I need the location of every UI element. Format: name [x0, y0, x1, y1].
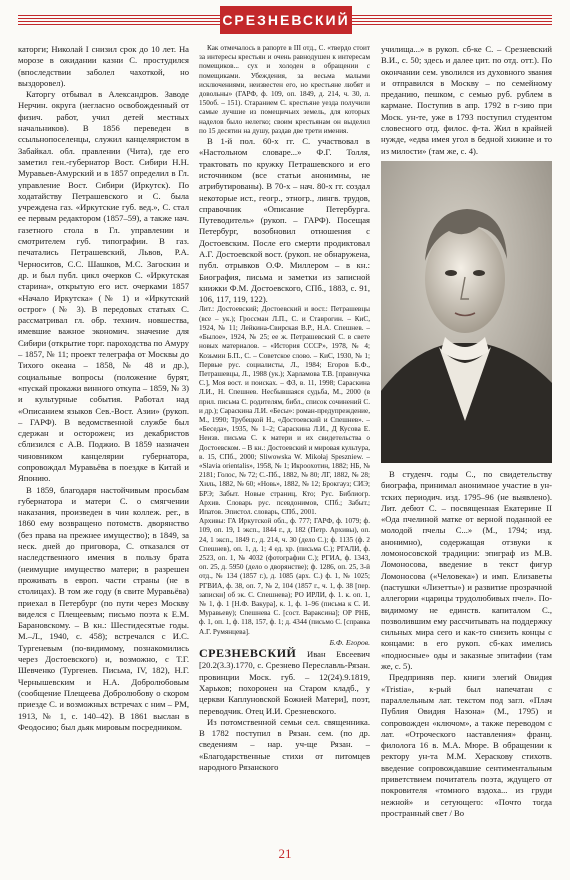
entry-headword: СРЕЗНЕВСКИЙ: [199, 646, 297, 661]
bibliography-paragraph: Архивы: ГА Иркутской обл., ф. 777; ГАРФ, ф. 1079; ф. 109, оп. 19, 1 эксп., 1844 г., д. 182 (Петр. Архивы), оп. 24, 1 эксп., 1849 г., д. 214, ч. 30 (дело С.); ф. 1135 (ф. 2 Спешнев), оп. 1, д. 1; 4 ед. хр. (письма С.); РГАЛИ, ф. 2523, оп. 1, № 4032 (фотографии С.); РГИА, ф. 1343, оп. 25, д. 5950 (дело о дворянстве); ф. 1286, оп. 25, 3-й отд., № 134 (1857 г.), д. 1085 (арх. С.) ф. 1, № 1025; РГВИА, ф. 38, оп. 7, № 2, 104 (1857 г., ч. 1, ф. 38 [пер. записки] об эк. С. Спешнева); РО ИРЛИ, ф. 1. к. оп. 1, № 1, ф. 1 [Н.Ф. Вакура], к. 1, ф. 1–96 (письма к С. И. Муравьеву); Спешнева С. [сост. Вараксина]; ОР РНБ, ф. 1, оп. 1, ф. 118, 157, ф. 1; д. 4344 (письмо С. [справка А.Г. Румянцева].: [199, 517, 370, 636]
header-title: СРЕЗНЕВСКИЙ: [220, 6, 352, 34]
column-2: [199, 44, 370, 844]
column-1: [18, 44, 189, 844]
portrait-drawing: [381, 161, 552, 463]
bibliography-paragraph: Лит.: Достоевский; Достоевский и вост.: Петрашевцы (все – ук.); Гроссман Л.П., С. и Ставрогин. – КиС, 1924, № 11; Лейкина-Свирская В.Р., Н.А. Спешнев. – «Былое», 1924, № 25; ее ж. Петрашевский С. в свете новых материалов. – «История СССР», 1978, № 4; Козьмин Б.П., С. – Советское слово. – КиС, 1930, № 1; Первые рус. социалисты, Л., 1984; Егоров Б.Ф., Петрашевцы, Л., 1988 (ук.); Харламова Т.В. [правнучка С.], Моя вост. и поисках. – ФЗ, в. 11, 1998; Сараскина Л.И., Н. Спешнев. Несбывшаяся судьба, М., 2000 (в прил. письма С. родителям, библ., список сочинений С. и др.); Сараскина Л.И. «Бесы»: роман-предупреждение, М., 1990; Трубецкой Н., «Достоевский и Спешнев». – «Беседа», 1935, № 1–2; Сараскина Л.И., Д Кусова Е. Неизв. письма С. к матери и их свидетельства о Достоевском. – В кн.: Достоевский и мировая культура, в. 15, СПб., 2000; Sliwowska W. Mikołaj Speszniew. – «Slavia orientalis», 1958, № 1; Икроохотин, 1882; НБ, № 2181; Голос, № 72; С.-Пб., 1882, № 80; ЛГ, 1882, № 28; Хиль, 1882, № 60; «Новь», 1882, № 12; Брокгауз; СИЭ; БРЭ; Забыт. Новые страниц, Кто; Рус. Библиогр. Архив. Словарь рус. псевдонимов, СПб.; Забыт.; Ипатов. Эпистол. словарь, СПб., 2001.: [199, 305, 370, 516]
portrait-image: [381, 161, 552, 463]
body-paragraph: Каторгу отбывал в Александров. Заводе Нерчин. округа (негласно освобожденный от физич. работ, учил детей местных начальников). В 1856 переведен в ссыльнопоселенцы, служил канцеляристом в Забайкал. обл. правлении (Чита), где его заметил ген.-губернатор Вост. Сибири Н.Н. Муравьев-Амурский и в 1857 определил в Гл. управление Вост. Сибири (Иркутск). По ходатайству Петрашевского и С. была учреждена газ. «Иркутские губ. вед.», С. стал ее первым редактором (1857–59), а также нач. газетного стола в Гл. управлении и смотрителем губ. типографии. В газ. печатались Петрашевский, Львов, Р.А. Черноситов, С.С. Шашков, М.С. Загоскин и др. и был публ. цикл очерков С. «Иркутская старина», открытую его ист. очерками 1857 «Начало Иркутска» (№ 1) и «Иркутский острог» (№ 3). В передовых статьях С. рассматривал гл. обр. технич. новшества, имевшие важное экономич. значение для Сибири (открытие торг. пароходства по Амуру – 1857, № 11; проект телеграфа от Москвы до Тихого океана – 1858, № 48 и др.), социальные вопросы (положение бурят, «пускай прокажи винного откупа – 1859, № 3) и культурные события. Работал над «Описанием языков Сев.-Вост. Азии» (рукоп. – ГАРФ). В ведомственной службе был сдержан и осторожен; из декабристов сблизился с А.В. Поджио. В 1859 назначен чиновником канцелярии губернатора, сопровождал Муравьёва в поездке в Китай и Японию.: [18, 89, 189, 484]
bibliography-paragraph: Как отмечалось в рапорте в III отд., С. «твердо стоит за интересы крестьян и очень равнодушен к интересам помещиков... сух и холоден в обращении с помещиками. Убеждения, за весьма малыми исключениями, неизвестен его, но крестьяне любят и довольны» (ГАРФ, ф. 109, оп. 1849, д. 214, ч. 30, л. 150об. – 151). Старанием С. крестьяне уезда получили самые лучшие из помещичьих земель, для которых наделов было нелегко; своим крестьянам он выделил по 15 десятин на душу, раздав две трети имения.: [199, 44, 370, 135]
body-paragraph: В студенч. годы С., по свидетельству биографа, принимал анонимное участие в ун-тских периодич. изд. 1795–96 (не выявлено). Лит. дебют С. – посвященная Екатерине II «Ода пчелиной матке от верной поданной ее молодой пчелы С...» (М., 1794; изд. анонимно), содержащая отзвуки к ломоносовской традиции: эпиграф из М.В. Ломоносова, введение в текст фигур Ломоносова («Человека») и имп. Елизаветы (пастушки «Лизетты») и развитие прозрачной аллегории «царицы трудолюбивых пчел». По-видимому не единств. капиталом С., позволившим ему рассчитывать на поддержку сильных мира сего и как-то снизить концы с концами: в его рукоп. сб-ках имелись «подносные» оды и заказные эпитафии (там же, с. 5).: [381, 468, 552, 672]
body-paragraph: училища...» в рукоп. сб-ке С. – Срезневский В.И., с. 50; здесь и далее цит. по отд. отт.). По окончании сем. уволился из духовного звания и отправился в Москву – по семейному преданию, пешком, с семью руб. рублем в кармане. Поступив в апр. 1792 в г-зию при Моск. ун-те, уже в 1793 поступил студентом словесного отд. филос. ф-та. Жил в крайней нужде, «едва имея угол в бедной хижине и то из милости» (там же, с. 4).: [381, 44, 552, 156]
article-author-signature: Б.Ф. Егоров.: [329, 637, 370, 647]
entry-start: СРЕЗНЕВСКИЙ Иван Евсеевич [20.2(3.3).1770, с. Срезнево Переславль-Рязан. провинции Моск. губ. – 12(24).9.1819, Харьков; похоронен на Старом кладб., у церкви Каплуновской Божией Матери], поэт, переводчик. Отец И.И. Срезневского.: [199, 646, 370, 716]
column-3: [381, 44, 552, 844]
body-paragraph: каторги; Николай I снизил срок до 10 лет. На морозе в ожидании казни С. простудился (впоследствии заболел чахоткой, но выздоровел).: [18, 44, 189, 88]
body-paragraph: В 1859, благодаря настойчивым просьбам губернатора и матери С. о смягчении наказания, произведен в чин коллеж. рег., в 1860 ему возвращено потомств. дворянство (без права на прежнее имущество); в 1849, за неск. дней до приговора, С. отказался от наследственного имения в пользу брата (неимущие имущество матери; в разрешен проживать в европ. части страны (не в столицах). В том же году (в свите Муравьёва) приехал в Петербург (по пути через Москву виделся с Плещеевым; письмо поэта к Е.М. Барановскому. – В кн.: Шестидесятые годы. М.–Л., 1940, с. 458); встречался с И.С. Тургеневым (по-видимому, познакомились через Достоевского) и, возможно, с Т.Г. Шевченко (Тургенев. Письма, IV, 182), Н.Г. Чернышевским и Н.А. Добролюбовым (сообщение Плещеева Добролюбову о скором приезде С. и возможных встречах с ним – РМ, 1913, № 1, с. 140–42). В 1861 выслан в Феодосию; был дьяк мировым посредником.: [18, 484, 189, 732]
header-rule-left: [18, 15, 220, 25]
page-number: 21: [278, 846, 292, 861]
running-header: [0, 6, 570, 36]
body-paragraph: В 1-й пол. 60-х гг. С. участвовал в «Настольном словаре...» Ф.Г. Толля, трактовать по кружку Петрашевского и его источником (все статьи анонимны, не атрибутированы). В 70-х – нач. 80-х гг. создал некоторые ист., геогр., этногр., лингв. трудов, справочник «Описание Петербурга. Путеводитель» (рукоп. – ГАРФ). Посещая Петербург, возобновил отношения с Достоевским. После его смерти продиктовал А.Г. Достоевской вост. (рукоп. не обнаружена, публ. отрывков О.Ф. Миллером – в кн.: Биография, письма и заметки из записной книжки Ф.М. Достоевского, СПб., 1883, с. 91, 106, 117, 119, 122).: [199, 136, 370, 305]
body-paragraph: Предприняв пер. книги элегий Овидия «Tristia», к-рый был напечатан с параллельным лат. текстом под загл. «Плач Публия Овидия Назона» (М., 1795) и сопровожден «ключом», а также переводом с лат. «Отроческого наставления» франц. филолога 16 в. М.А. Мюре. В обращении к ректору ун-та М.М. Хераскову стихотв. введение сопровождавшие сентиментальным приветствием почитатель поэта, ждущего от покровителя «томного вздоха... из груди нежной» и сетующего: «Почто тогда пространный свет / Во: [381, 672, 552, 818]
header-rule-right: [352, 15, 552, 25]
body-paragraph: Из потомственной семьи сел. священника. В 1782 поступил в Рязан. сем. (по др. сведениям – нар. уч-ще Рязан. – «Благодарственные стихи от питомцев народного Рязанского: [199, 716, 370, 773]
